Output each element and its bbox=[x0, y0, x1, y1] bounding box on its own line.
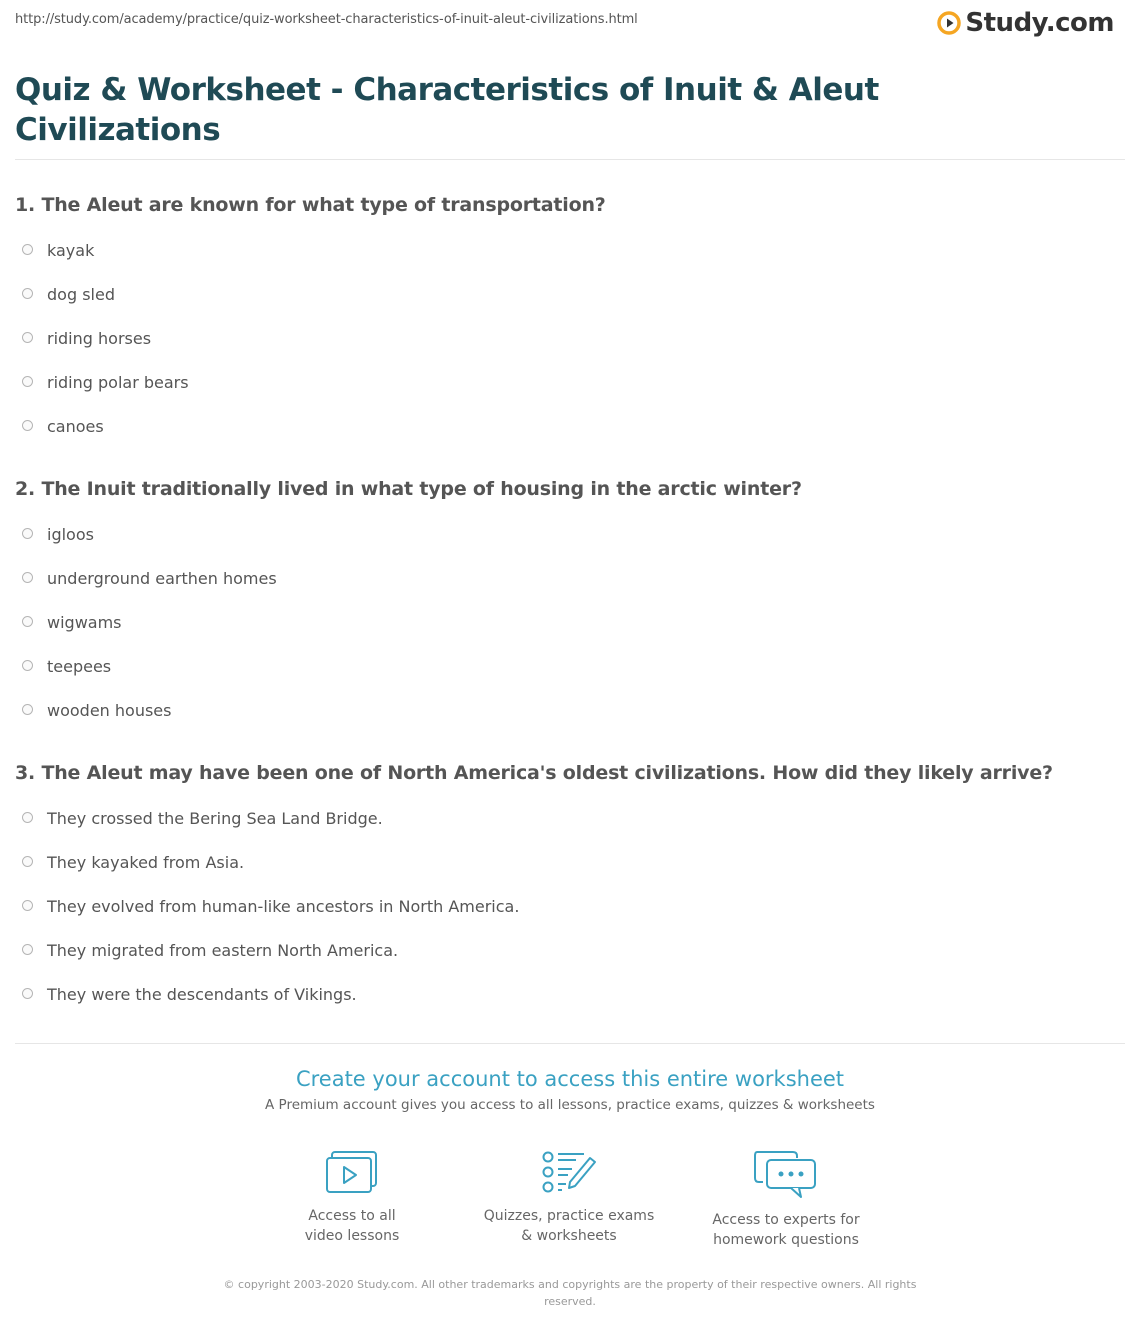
radio-icon[interactable] bbox=[22, 812, 33, 823]
option-label: teepees bbox=[47, 657, 112, 676]
footer-copyright: © copyright 2003-2020 Study.com. All other trademarks and copyrights are the property of their respective owners. All rights reserved. bbox=[223, 1278, 917, 1308]
play-circle-icon bbox=[937, 11, 961, 35]
option-label: dog sled bbox=[47, 285, 115, 304]
answer-option[interactable] bbox=[22, 329, 189, 373]
checklist-icon bbox=[540, 1150, 598, 1196]
answer-option[interactable] bbox=[22, 569, 277, 613]
option-label: igloos bbox=[47, 525, 94, 544]
answer-option[interactable] bbox=[22, 657, 277, 701]
option-label: They evolved from human-like ancestors in North America. bbox=[47, 897, 520, 916]
answer-option[interactable] bbox=[22, 701, 277, 745]
radio-icon[interactable] bbox=[22, 944, 33, 955]
answer-option[interactable] bbox=[22, 373, 189, 417]
radio-icon[interactable] bbox=[22, 420, 33, 431]
option-label: riding horses bbox=[47, 329, 152, 348]
question-2-options bbox=[22, 525, 277, 745]
answer-option[interactable] bbox=[22, 897, 519, 941]
page-title: Quiz & Worksheet - Characteristics of Inuit & Aleut Civilizations bbox=[15, 72, 879, 148]
answer-option[interactable] bbox=[22, 525, 277, 569]
page-url: http://study.com/academy/practice/quiz-worksheet-characteristics-of-inuit-aleut-civilizations.html bbox=[15, 12, 638, 27]
answer-option[interactable] bbox=[22, 241, 189, 285]
radio-icon[interactable] bbox=[22, 704, 33, 715]
option-label: underground earthen homes bbox=[47, 569, 277, 588]
radio-icon[interactable] bbox=[22, 528, 33, 539]
site-logo[interactable] bbox=[937, 8, 1114, 38]
radio-icon[interactable] bbox=[22, 988, 33, 999]
feature-label: Access to all video lessons bbox=[304, 1208, 400, 1244]
answer-option[interactable] bbox=[22, 417, 189, 461]
radio-icon[interactable] bbox=[22, 244, 33, 255]
radio-icon[interactable] bbox=[22, 288, 33, 299]
question-3: 3. The Aleut may have been one of North America's oldest civilizations. How did they likely arrive? bbox=[15, 762, 1053, 784]
answer-option[interactable] bbox=[22, 985, 519, 1029]
option-label: wigwams bbox=[47, 613, 122, 632]
radio-icon[interactable] bbox=[22, 332, 33, 343]
radio-icon[interactable] bbox=[22, 616, 33, 627]
radio-icon[interactable] bbox=[22, 900, 33, 911]
feature-experts bbox=[686, 1150, 886, 1250]
answer-option[interactable] bbox=[22, 809, 519, 853]
option-label: They crossed the Bering Sea Land Bridge. bbox=[47, 809, 383, 828]
question-1: 1. The Aleut are known for what type of transportation? bbox=[15, 194, 606, 216]
video-play-icon bbox=[325, 1150, 379, 1196]
question-3-options bbox=[22, 809, 519, 1029]
answer-option[interactable] bbox=[22, 613, 277, 657]
option-label: kayak bbox=[47, 241, 95, 260]
cta-title[interactable]: Create your account to access this entire worksheet bbox=[295, 1067, 845, 1091]
radio-icon[interactable] bbox=[22, 376, 33, 387]
logo-text: Study.com bbox=[965, 8, 1114, 38]
cta-subtitle: A Premium account gives you access to all lessons, practice exams, quizzes & worksheets bbox=[265, 1097, 875, 1113]
feature-label: Quizzes, practice exams & worksheets bbox=[483, 1208, 655, 1244]
title-divider bbox=[15, 159, 1125, 160]
option-label: They were the descendants of Vikings. bbox=[47, 985, 357, 1004]
radio-icon[interactable] bbox=[22, 572, 33, 583]
option-label: riding polar bears bbox=[47, 373, 189, 392]
answer-option[interactable] bbox=[22, 941, 519, 985]
answer-option[interactable] bbox=[22, 853, 519, 897]
option-label: They kayaked from Asia. bbox=[47, 853, 245, 872]
radio-icon[interactable] bbox=[22, 660, 33, 671]
answer-option[interactable] bbox=[22, 285, 189, 329]
question-1-options bbox=[22, 241, 189, 461]
chat-bubbles-icon bbox=[753, 1150, 819, 1200]
option-label: wooden houses bbox=[47, 701, 172, 720]
feature-quizzes bbox=[469, 1150, 669, 1246]
option-label: canoes bbox=[47, 417, 104, 436]
feature-label: Access to experts for homework questions bbox=[712, 1212, 860, 1248]
feature-video-lessons bbox=[252, 1150, 452, 1246]
cta-divider bbox=[15, 1043, 1125, 1044]
radio-icon[interactable] bbox=[22, 856, 33, 867]
question-2: 2. The Inuit traditionally lived in what type of housing in the arctic winter? bbox=[15, 478, 802, 500]
option-label: They migrated from eastern North America. bbox=[47, 941, 399, 960]
